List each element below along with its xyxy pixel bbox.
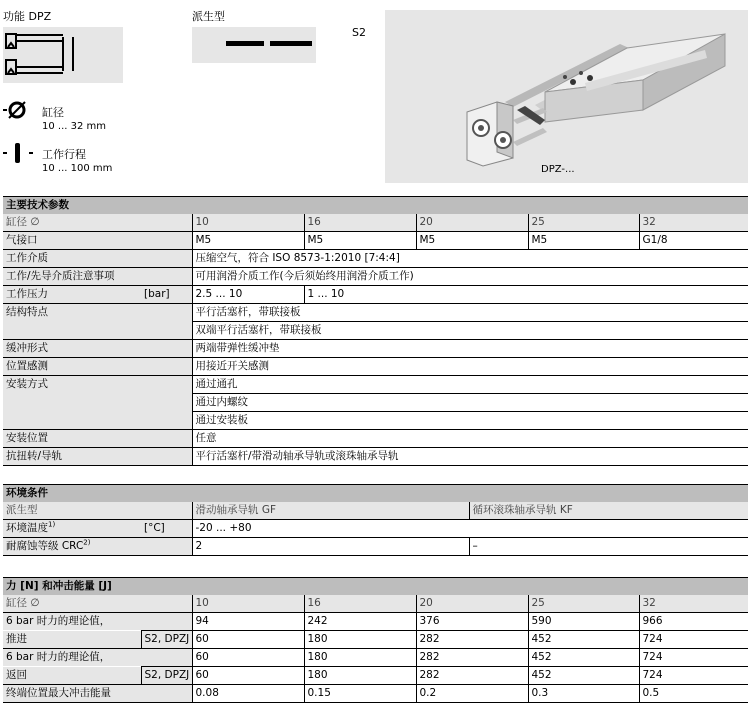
cushion-value: 两端带弹性缓冲垫 xyxy=(192,340,748,358)
adv-value-2: 724 xyxy=(639,631,748,649)
force-bore-row xyxy=(3,595,748,613)
crc-kf-value: – xyxy=(469,538,748,556)
table-row xyxy=(3,631,748,649)
table-row xyxy=(3,358,748,376)
position-value: 任意 xyxy=(192,430,748,448)
adv-value-2: 60 xyxy=(192,631,304,649)
table-row xyxy=(3,613,748,631)
tech-title: 主要技术参数 xyxy=(3,197,748,215)
force-bore-cell: 32 xyxy=(639,595,748,613)
env-variant-row xyxy=(3,502,748,520)
medium-label: 工作介质 xyxy=(3,250,192,268)
tech-bore-cell: 32 xyxy=(639,214,748,232)
ret-label-2: 返回 xyxy=(3,667,141,685)
guide-value: 平行活塞杆/带滑动轴承导轨或滚珠轴承导轨 xyxy=(192,448,748,466)
stroke-range: 10 ... 100 mm xyxy=(42,163,113,174)
cylinder-symbol-icon xyxy=(3,27,123,83)
mount-value-1: 通过通孔 xyxy=(192,376,748,394)
table-row xyxy=(3,448,748,466)
adv-value: 966 xyxy=(639,613,748,631)
env-kf-label: 循环滚珠轴承导轨 KF xyxy=(469,502,748,520)
adv-label-1: 6 bar 时力的理论值， xyxy=(3,613,192,631)
table-row xyxy=(3,304,748,322)
port-cell: M5 xyxy=(416,232,528,250)
rod-bar-left xyxy=(226,41,264,46)
variant-label: 派生型 xyxy=(192,10,225,23)
adv-value: 376 xyxy=(416,613,528,631)
env-gf-label: 滑动轴承导轨 GF xyxy=(192,502,469,520)
pressure-value-a: 2.5 ... 10 xyxy=(192,286,304,304)
pressure-value-b: 1 ... 10 xyxy=(304,286,748,304)
force-bore-cell: 25 xyxy=(528,595,639,613)
env-table xyxy=(3,484,748,556)
product-image xyxy=(385,10,748,183)
medium-value: 压缩空气，符合 ISO 8573-1:2010 [7:4:4] xyxy=(192,250,748,268)
port-cell: G1/8 xyxy=(639,232,748,250)
port-label: 气接口 xyxy=(3,232,192,250)
position-label: 安装位置 xyxy=(3,430,192,448)
crc-footnote: 2) xyxy=(83,538,91,547)
function-label: 功能 DPZ xyxy=(3,10,52,23)
ret-value-2: 60 xyxy=(192,667,304,685)
port-cell: M5 xyxy=(304,232,416,250)
force-table xyxy=(3,577,748,703)
ret-value: 180 xyxy=(304,649,416,667)
design-label: 结构特点 xyxy=(3,304,192,322)
force-bore-cell: 10 xyxy=(192,595,304,613)
sensing-label: 位置感测 xyxy=(3,358,192,376)
mount-value-3: 通过安装板 xyxy=(192,412,748,430)
adv-label-2: 推进 xyxy=(3,631,141,649)
guide-label: 抗扭转/导轨 xyxy=(3,448,192,466)
pressure-unit: [bar] xyxy=(141,286,192,304)
table-row xyxy=(3,394,748,412)
pilot-value: 可用润滑介质工作(今后须始终用润滑介质工作) xyxy=(192,268,748,286)
force-bore-cell: 20 xyxy=(416,595,528,613)
env-header-row xyxy=(3,485,748,503)
temp-label: 环境温度 xyxy=(6,522,48,534)
function-symbol xyxy=(3,27,123,83)
adv-value: 242 xyxy=(304,613,416,631)
bore-range: 10 ... 32 mm xyxy=(42,121,107,132)
crc-gf-value: 2 xyxy=(192,538,469,556)
adv-value: 590 xyxy=(528,613,639,631)
table-row xyxy=(3,340,748,358)
energy-value: 0.5 xyxy=(639,685,748,703)
cushion-label: 缓冲形式 xyxy=(3,340,192,358)
adv-value-2: 452 xyxy=(528,631,639,649)
energy-value: 0.3 xyxy=(528,685,639,703)
sensing-value: 用接近开关感测 xyxy=(192,358,748,376)
table-row xyxy=(3,412,748,430)
tech-bore-cell: 10 xyxy=(192,214,304,232)
tech-bore-label: 缸径 ∅ xyxy=(3,214,192,232)
design-value-2: 双端平行活塞杆，带联接板 xyxy=(192,322,748,340)
table-row xyxy=(3,268,748,286)
adv-variant: S2, DPZJ xyxy=(141,631,192,649)
table-row xyxy=(3,286,748,304)
temp-footnote: 1) xyxy=(48,520,56,529)
table-row xyxy=(3,250,748,268)
pressure-label: 工作压力 xyxy=(3,286,141,304)
table-row xyxy=(3,538,748,556)
ret-value-2: 180 xyxy=(304,667,416,685)
mount-label: 安装方式 xyxy=(3,376,192,394)
product-caption: DPZ-... xyxy=(541,164,575,175)
stroke-icon xyxy=(3,142,33,167)
ret-value-2: 282 xyxy=(416,667,528,685)
cylinder-photo-icon xyxy=(385,10,748,183)
pilot-label: 工作/先导介质注意事项 xyxy=(3,268,192,286)
ret-value: 282 xyxy=(416,649,528,667)
force-header-row xyxy=(3,578,748,596)
force-bore-cell: 16 xyxy=(304,595,416,613)
design-value-1: 平行活塞杆，带联接板 xyxy=(192,304,748,322)
bore-label: 缸径 xyxy=(42,106,64,119)
env-title: 环境条件 xyxy=(3,485,748,503)
table-row xyxy=(3,430,748,448)
ret-value: 60 xyxy=(192,649,304,667)
energy-value: 0.08 xyxy=(192,685,304,703)
table-row xyxy=(3,322,748,340)
force-title: 力 [N] 和冲击能量 [J] xyxy=(3,578,748,596)
ret-value: 724 xyxy=(639,649,748,667)
stroke-label: 工作行程 xyxy=(42,148,86,161)
tech-table xyxy=(3,196,748,466)
variant-symbol xyxy=(192,27,316,63)
port-cell: M5 xyxy=(192,232,304,250)
table-row xyxy=(3,376,748,394)
ret-variant: S2, DPZJ xyxy=(141,667,192,685)
temp-value: -20 ... +80 xyxy=(192,520,748,538)
port-cell: M5 xyxy=(528,232,639,250)
table-row xyxy=(3,520,748,538)
energy-label: 终端位置最大冲击能量 xyxy=(3,685,192,703)
ret-value-2: 724 xyxy=(639,667,748,685)
ret-value-2: 452 xyxy=(528,667,639,685)
tech-bore-row xyxy=(3,214,748,232)
tech-bore-cell: 16 xyxy=(304,214,416,232)
tech-header-row xyxy=(3,197,748,215)
crc-label: 耐腐蚀等级 CRC xyxy=(6,540,84,552)
table-row xyxy=(3,685,748,703)
table-row xyxy=(3,232,748,250)
adv-value: 94 xyxy=(192,613,304,631)
temp-unit: [°C] xyxy=(141,520,192,538)
tech-bore-cell: 20 xyxy=(416,214,528,232)
env-variant-label: 派生型 xyxy=(3,502,192,520)
table-row xyxy=(3,649,748,667)
mount-value-2: 通过内螺纹 xyxy=(192,394,748,412)
bore-icon xyxy=(3,100,33,123)
adv-value-2: 282 xyxy=(416,631,528,649)
rod-bar-right xyxy=(270,41,312,46)
table-row xyxy=(3,667,748,685)
tech-bore-cell: 25 xyxy=(528,214,639,232)
energy-value: 0.2 xyxy=(416,685,528,703)
adv-value-2: 180 xyxy=(304,631,416,649)
force-bore-label: 缸径 ∅ xyxy=(3,595,192,613)
ret-value: 452 xyxy=(528,649,639,667)
energy-value: 0.15 xyxy=(304,685,416,703)
ret-label-1: 6 bar 时力的理论值， xyxy=(3,649,192,667)
variant-code: S2 xyxy=(352,26,366,39)
